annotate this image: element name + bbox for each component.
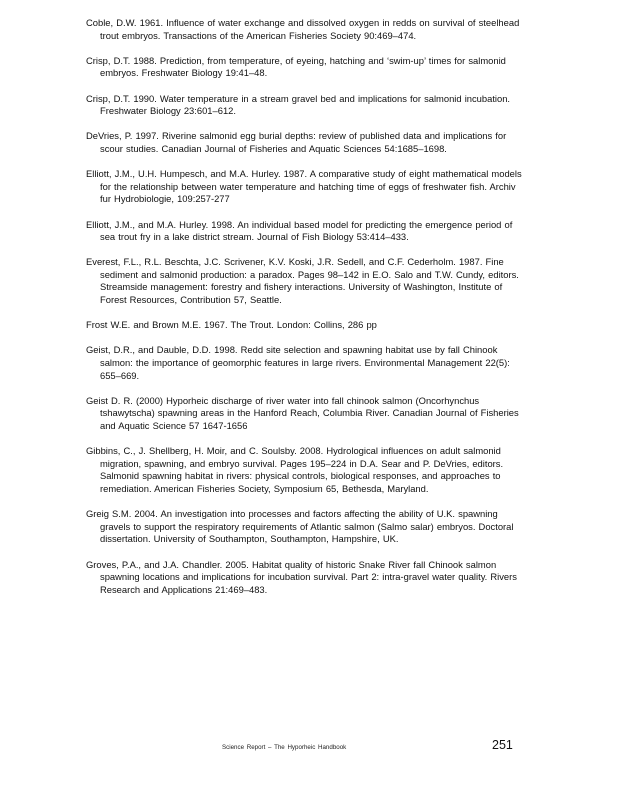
reference-entry: Crisp, D.T. 1990. Water temperature in a stream gravel bed and implications for salmonid incubation. Freshwater Biology 23:601–612. [86,92,511,117]
reference-entry: Elliott, J.M., U.H. Humpesch, and M.A. Hurley. 1987. A comparative study of eight mathematical models for the relationship between water temperature and hatching time of eggs of freshwater fish. Archiv fur Hydrobiologie, 109:257-277 [86,168,522,205]
reference-entry: Crisp, D.T. 1988. Prediction, from temperature, of eyeing, hatching and ‘swim-up’ times for salmonid embryos. Freshwater Biology 19:41–48. [86,54,506,79]
reference-entry: Coble, D.W. 1961. Influence of water exchange and dissolved oxygen in redds on survival of steelhead trout embryos. Transactions of the American Fisheries Society 90:469–474. [86,17,520,41]
reference-entry: Groves, P.A., and J.A. Chandler. 2005. Habitat quality of historic Snake River fall Chinook salmon spawning locations and implications for incubation survival. Part 2: intra-gravel water quality. Rivers Research and Applications 21:469–483. [86,558,517,595]
reference-entry: Frost W.E. and Brown M.E. 1967. The Trout. London: Collins, 286 pp [86,319,377,331]
reference-entry: Greig S.M. 2004. An investigation into processes and factors affecting the ability of U.K. spawning gravels to support the respiratory requirements of Atlantic salmon (Salmo salar) embryos. Doctoral dissertation. University of Southampton, Southampton, Hampshire, UK. [86,508,514,545]
page-footer [0,738,618,758]
reference-entry: Geist D. R. (2000) Hyporheic discharge of river water into fall chinook salmon (Oncorhynchus tshawytscha) spawning areas in the Hanford Reach, Columbia River. Canadian Journal of Fisheries and Aquatic Science 57 1647-1656 [86,394,519,431]
reference-entry: Everest, F.L., R.L. Beschta, J.C. Scrivener, K.V. Koski, J.R. Sedell, and C.F. Cederholm. 1987. Fine sediment and salmonid production: a paradox. Pages 98–142 in E.O. Salo and T.W. Cundy, editors. Streamside management: forestry and fishery interactions. University of Washington, Institute of Forest Resources, Contribution 57, Seattle. [86,256,519,306]
reference-entry: Elliott, J.M., and M.A. Hurley. 1998. An individual based model for predicting the emergence period of sea trout fry in a lake district stream. Journal of Fish Biology 53:414–433. [86,218,513,243]
reference-entry: DeVries, P. 1997. Riverine salmonid egg burial depths: review of published data and implications for scour studies. Canadian Journal of Fisheries and Aquatic Sciences 54:1685–1698. [86,130,507,154]
reference-entry: Gibbins, C., J. Shellberg, H. Moir, and C. Soulsby. 2008. Hydrological influences on adult salmonid migration, spawning, and embryo survival. Pages 195–224 in D.A. Sear and P. DeVries, editors. Salmonid spawning habitat in rivers: physical controls, biological responses, and approaches to remediation. American Fisheries Society, Symposium 65, Bethesda, Maryland. [86,445,504,494]
footer-title: Science Report – The Hyporheic Handbook [222,744,347,751]
reference-list [86,17,526,609]
page-number: 251 [492,738,513,752]
reference-entry: Geist, D.R., and Dauble, D.D. 1998. Redd site selection and spawning habitat use by fall Chinook salmon: the importance of geomorphic features in large rivers. Environmental Management 22(5): 655–669. [86,344,510,381]
